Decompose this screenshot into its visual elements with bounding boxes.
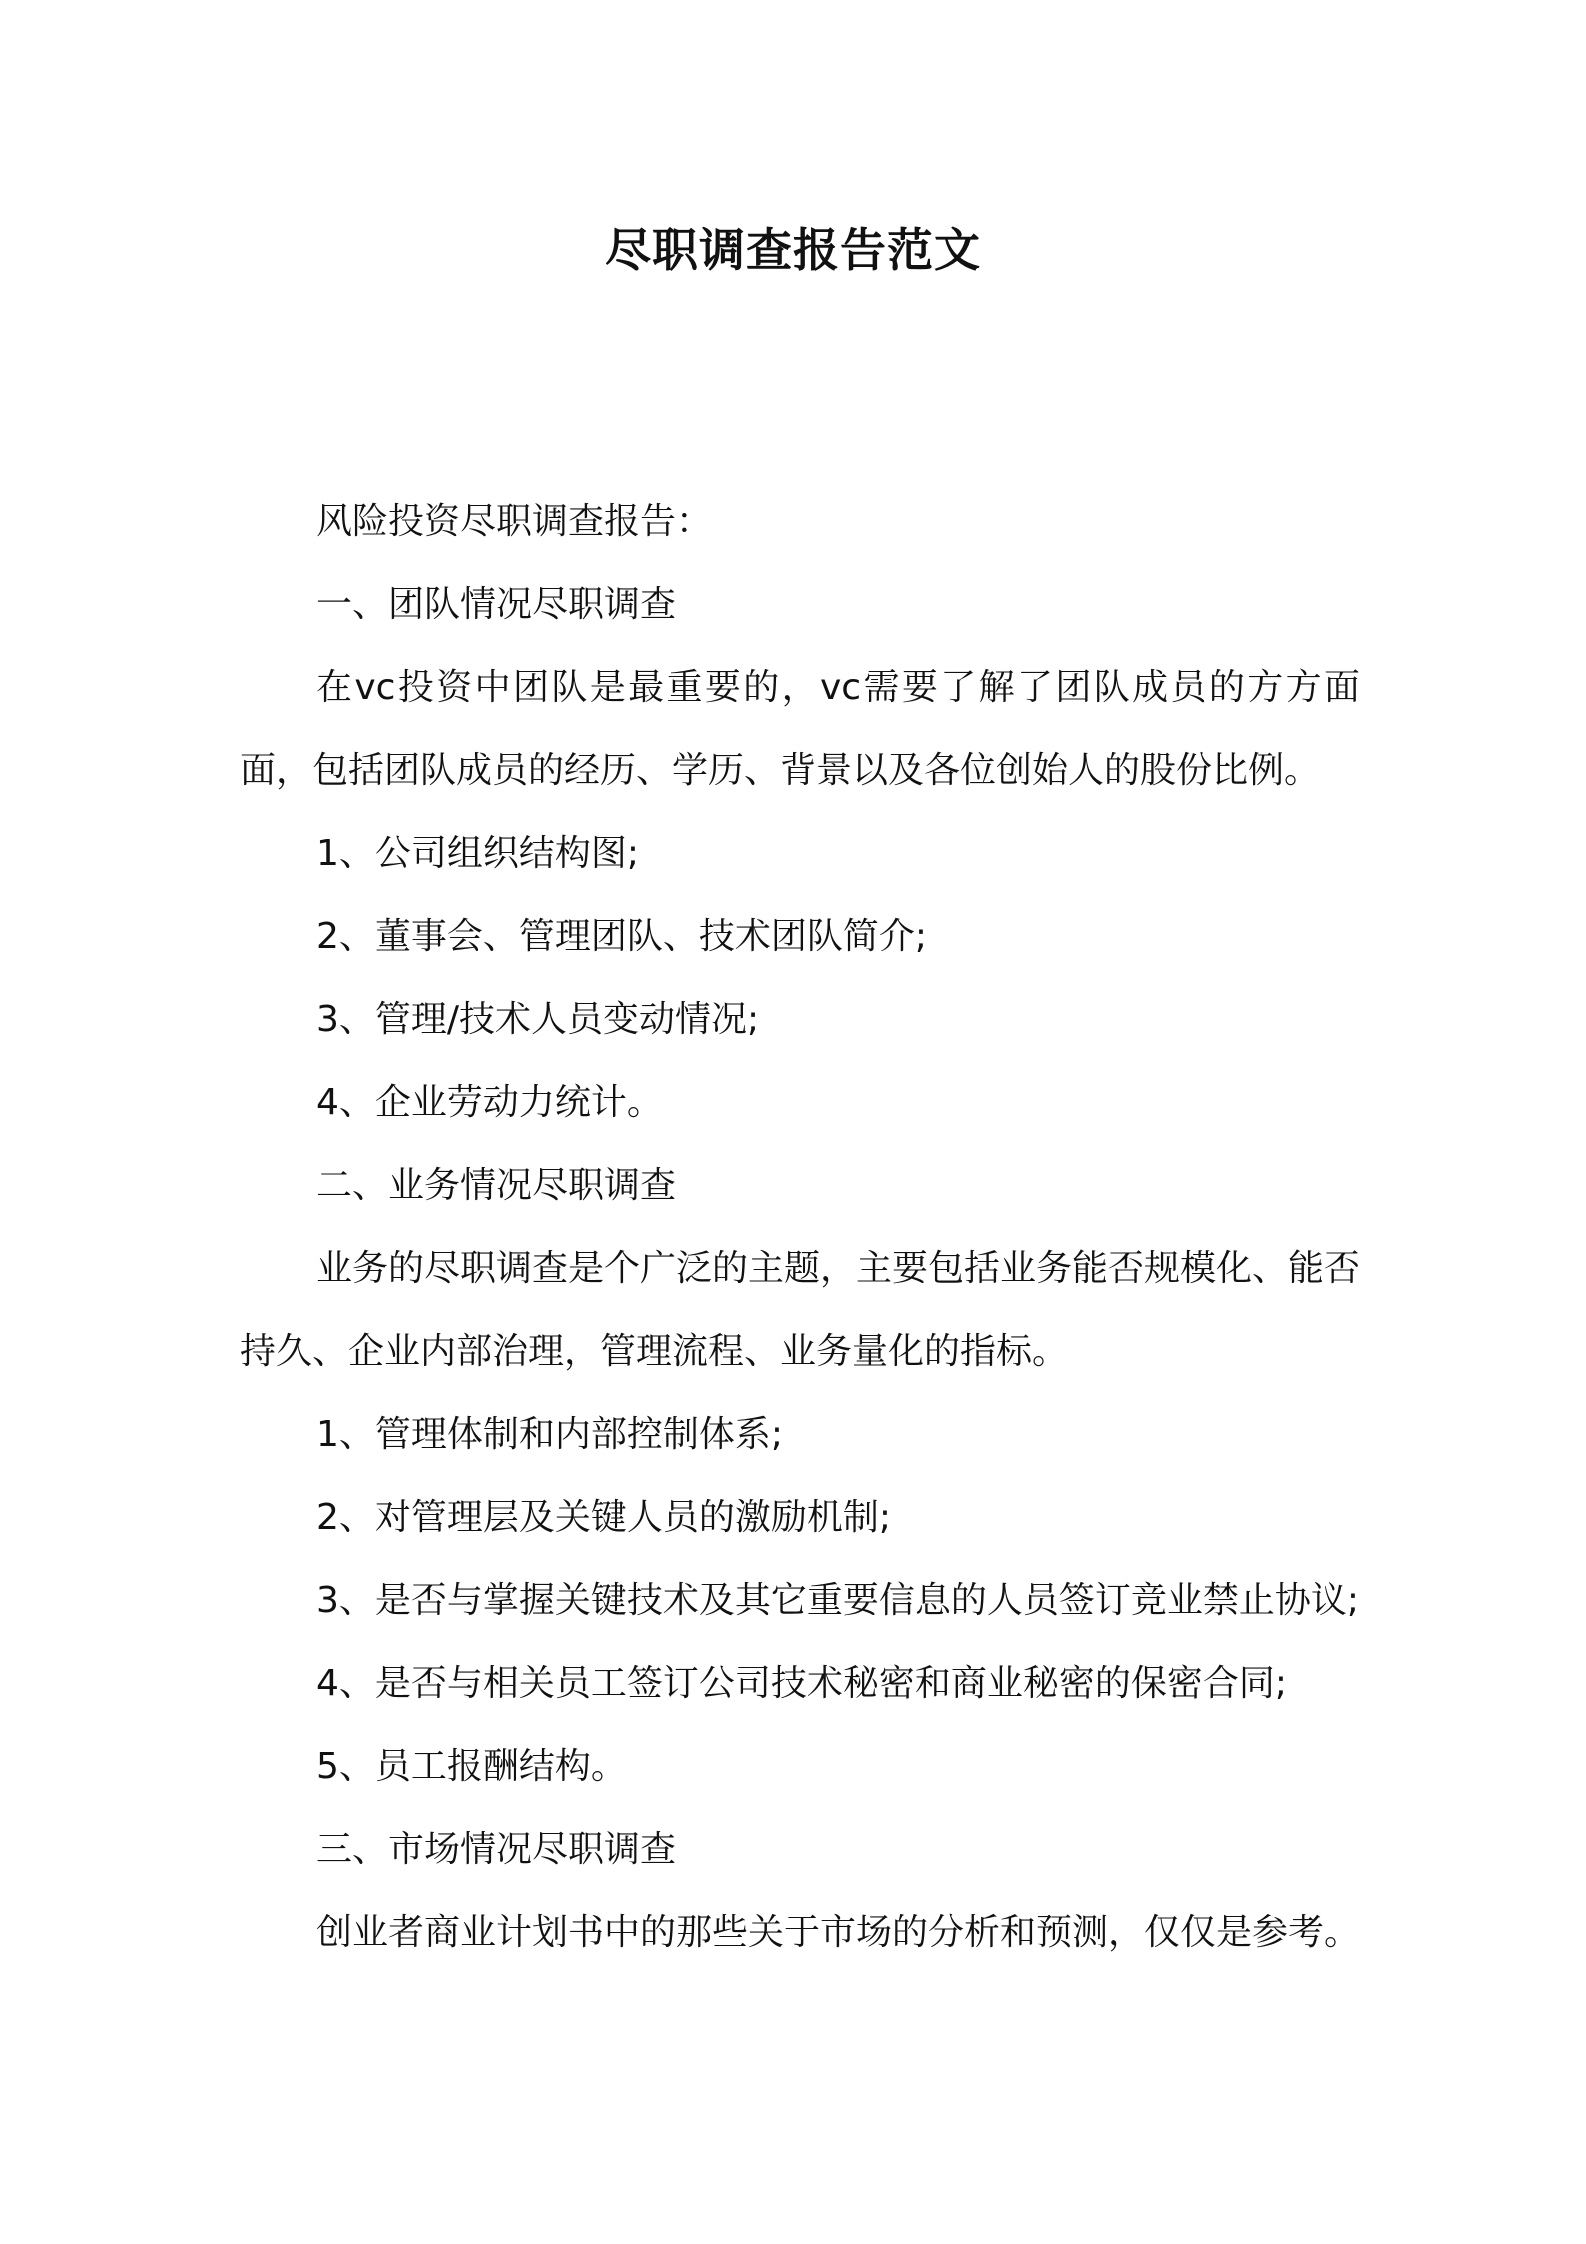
document-body: [240, 480, 1360, 1974]
section-heading-business: 二、业务情况尽职调查: [316, 1165, 677, 1206]
paragraph-team: 在vc投资中团队是最重要的，vc需要了解了团队成员的方方面面，包括团队成员的经历、学历、背景以及各位创始人的股份比例。: [240, 667, 1360, 791]
list-item: 3、是否与掌握关键技术及其它重要信息的人员签订竞业禁止协议;: [316, 1580, 1360, 1621]
list-item: 5、员工报酬结构。: [316, 1746, 627, 1787]
paragraph-market: 创业者商业计划书中的那些关于市场的分析和预测，仅仅是参考。: [316, 1912, 1361, 1953]
section-heading-team: 一、团队情况尽职调查: [316, 584, 677, 625]
list-item: 4、企业劳动力统计。: [316, 1082, 663, 1123]
list-item: 1、管理体制和内部控制体系;: [316, 1414, 784, 1455]
section-heading-market: 三、市场情况尽职调查: [316, 1829, 677, 1870]
paragraph-intro: 风险投资尽职调查报告：: [316, 501, 713, 542]
list-item: 4、是否与相关员工签订公司技术秘密和商业秘密的保密合同;: [316, 1663, 1288, 1704]
list-item: 2、对管理层及关键人员的激励机制;: [316, 1497, 892, 1538]
list-item: 2、董事会、管理团队、技术团队简介;: [316, 916, 928, 957]
list-item: 3、管理/技术人员变动情况;: [316, 999, 760, 1040]
paragraph-business: 业务的尽职调查是个广泛的主题，主要包括业务能否规模化、能否持久、企业内部治理，管理流程、业务量化的指标。: [240, 1248, 1361, 1372]
list-item: 1、公司组织结构图;: [316, 833, 640, 874]
document-title: 尽职调查报告范文: [605, 223, 981, 277]
